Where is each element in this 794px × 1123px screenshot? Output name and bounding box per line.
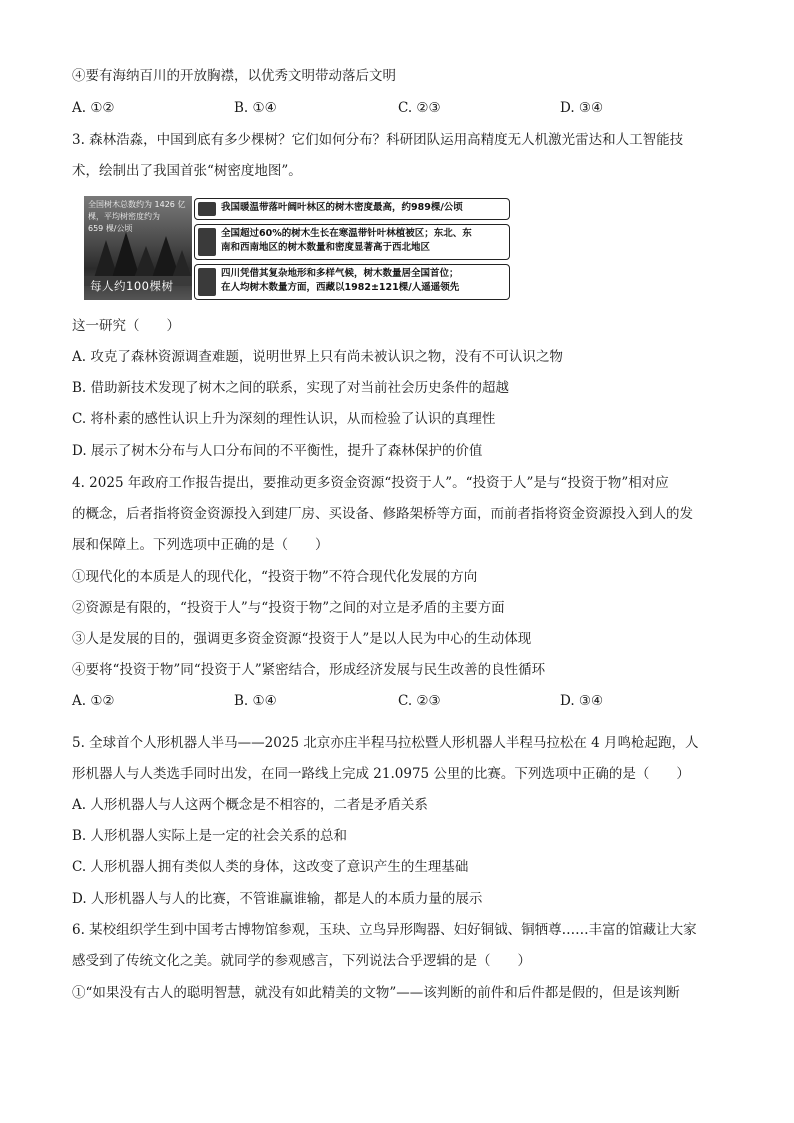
landscape-icon <box>198 268 216 296</box>
photo-text-3: 659 棵/公顷 <box>88 224 133 233</box>
card-3-line-2: 在人均树木数量方面，西藏以1982±121棵/人遥遥领先 <box>221 282 460 293</box>
q5-choice-b[interactable]: B. 人形机器人实际上是一定的社会关系的总和 <box>72 828 348 844</box>
q6-stem-line-1: 6. 某校组织学生到中国考古博物馆参观，玉玦、立鸟异形陶器、妇好铜钺、铜牺尊……丰富的馆藏让大家 <box>72 922 697 938</box>
q6-item-1: ①“如果没有古人的聪明智慧，就没有如此精美的文物”——该判断的前件和后件都是假的，但是该判断 <box>72 985 680 1001</box>
q4-stem-line-2: 的概念，后者指将资金资源投入到建厂房、买设备、修路架桥等方面，而前者指将资金资源投入到人的发 <box>72 506 693 522</box>
q2-option-c[interactable]: C. ②③ <box>398 100 441 116</box>
info-card-2 <box>194 224 510 260</box>
q3-choice-a[interactable]: A. 攻克了森林资源调查难题，说明世界上只有尚未被认识之物，没有不可认识之物 <box>72 349 563 365</box>
forest-photo <box>84 196 192 300</box>
q4-stem-line-1: 4. 2025 年政府工作报告提出，要推动更多资金资源“投资于人”。“投资于人”是与“投资于物”相对应 <box>72 475 669 491</box>
card-3-line-1: 四川凭借其复杂地形和多样气候，树木数量居全国首位； <box>221 268 459 279</box>
q4-item-1: ①现代化的本质是人的现代化，“投资于物”不符合现代化发展的方向 <box>72 569 478 585</box>
photo-text-1: 全国树木总数约为 1426 亿 <box>88 200 186 209</box>
q5-stem-line-1: 5. 全球首个人形机器人半马——2025 北京亦庄半程马拉松暨人形机器人半程马拉松在 4 月鸣枪起跑，人 <box>72 735 699 751</box>
card-2-line-2: 南和西南地区的树木数量和密度显著高于西北地区 <box>221 242 431 253</box>
photo-caption: 每人约100棵树 <box>90 279 174 293</box>
card-1-line-1: 我国暖温带落叶阔叶林区的树木密度最高，约989棵/公顷 <box>221 202 463 213</box>
q2-option-b[interactable]: B. ①④ <box>234 100 277 116</box>
q4-item-4: ④要将“投资于物”同“投资于人”紧密结合，形成经济发展与民生改善的良性循环 <box>72 662 546 678</box>
q2-item-4: ④要有海纳百川的开放胸襟，以优秀文明带动落后文明 <box>72 68 396 84</box>
q5-choice-a[interactable]: A. 人形机器人与人这两个概念是不相容的，二者是矛盾关系 <box>72 797 428 813</box>
q3-choice-c[interactable]: C. 将朴素的感性认识上升为深刻的理性认识，从而检验了认识的真理性 <box>72 411 496 427</box>
card-2-line-1: 全国超过60%的树木生长在寒温带针叶林植被区；东北、东 <box>221 228 472 239</box>
q3-lead: 这一研究（ ） <box>72 318 180 334</box>
q4-item-3: ③人是发展的目的，强调更多资金资源“投资于人”是以人民为中心的生动体现 <box>72 631 532 647</box>
q4-item-2: ②资源是有限的，“投资于人”与“投资于物”之间的对立是矛盾的主要方面 <box>72 600 505 616</box>
q6-stem-line-2: 感受到了传统文化之美。就同学的参观感言，下列说法合乎逻辑的是（ ） <box>72 953 531 969</box>
q3-stem-line-1: 3. 森林浩淼，中国到底有多少棵树？它们如何分布？科研团队运用高精度无人机激光雷达和人工智能技 <box>72 132 684 148</box>
forest-silhouette-icon <box>84 226 192 286</box>
tree-density-figure <box>84 196 512 300</box>
q5-choice-c[interactable]: C. 人形机器人拥有类似人类的身体，这改变了意识产生的生理基础 <box>72 859 469 875</box>
tree-icon <box>198 202 216 216</box>
q5-choice-d[interactable]: D. 人形机器人与人的比赛，不管谁赢谁输，都是人的本质力量的展示 <box>72 891 483 907</box>
q3-choice-d[interactable]: D. 展示了树木分布与人口分布间的不平衡性，提升了森林保护的价值 <box>72 443 483 459</box>
q4-stem-line-3: 展和保障上。下列选项中正确的是（ ） <box>72 537 329 553</box>
info-card-1 <box>194 198 510 220</box>
q2-option-a[interactable]: A. ①② <box>72 100 115 116</box>
q3-stem-line-2: 术，绘制出了我国首张“树密度地图”。 <box>72 163 302 179</box>
q3-choice-b[interactable]: B. 借助新技术发现了树木之间的联系，实现了对当前社会历史条件的超越 <box>72 380 510 396</box>
pine-tree-icon <box>198 228 216 256</box>
q5-stem-line-2: 形机器人与人类选手同时出发，在同一路线上完成 21.0975 公里的比赛。下列选项中正确的是（ ） <box>72 766 690 782</box>
q4-option-a[interactable]: A. ①② <box>72 693 115 709</box>
q4-option-c[interactable]: C. ②③ <box>398 693 441 709</box>
q4-options <box>72 691 724 711</box>
q4-option-d[interactable]: D. ③④ <box>560 693 604 709</box>
photo-text-2: 棵，平均树密度约为 <box>88 212 160 221</box>
q2-options <box>72 98 724 118</box>
q4-option-b[interactable]: B. ①④ <box>234 693 277 709</box>
q2-option-d[interactable]: D. ③④ <box>560 100 604 116</box>
info-card-3 <box>194 264 510 300</box>
